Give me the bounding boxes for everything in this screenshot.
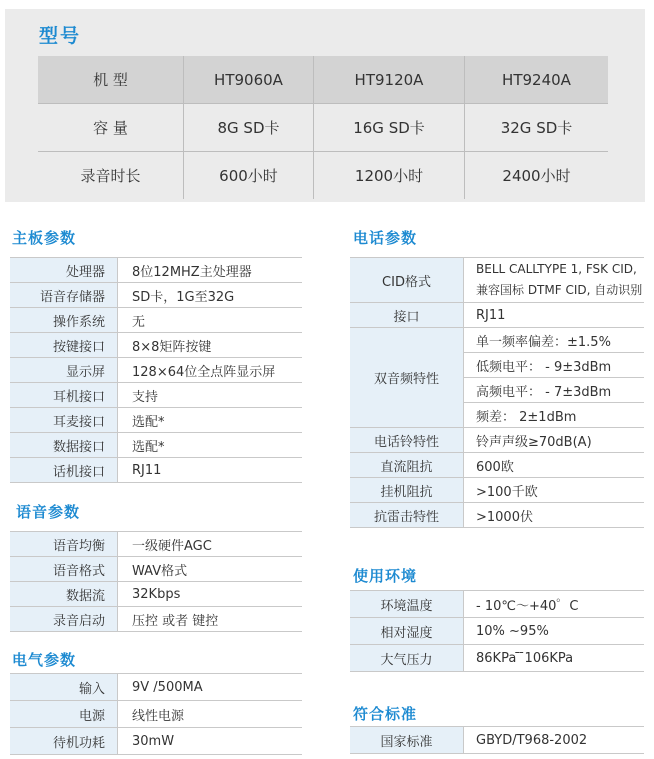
param-key: 抗雷击特性 bbox=[350, 503, 464, 528]
param-key: 双音频特性 bbox=[350, 328, 464, 428]
param-value: 32Kbps bbox=[118, 582, 303, 607]
param-key: 环境温度 bbox=[350, 591, 464, 618]
table-row bbox=[10, 433, 302, 458]
table-row bbox=[350, 303, 644, 328]
param-key: 输入 bbox=[10, 674, 118, 701]
param-value: GBYD/T968-2002 bbox=[464, 727, 645, 754]
param-key: 耳麦接口 bbox=[10, 408, 118, 433]
env-table bbox=[350, 590, 644, 672]
param-value: 选配* bbox=[118, 408, 303, 433]
param-value: 高频电平： - 7±3dBm bbox=[464, 378, 645, 403]
mainboard-title: 主板参数 bbox=[12, 229, 77, 247]
phone-table bbox=[350, 257, 644, 528]
param-value: 10% ~95% bbox=[464, 618, 645, 645]
voice-title: 语音参数 bbox=[16, 503, 81, 521]
param-value: >1000伏 bbox=[464, 503, 645, 528]
model-cell: 1200小时 bbox=[314, 152, 465, 200]
table-row bbox=[10, 674, 302, 701]
cid-line: BELL CALLTYPE 1, FSK CID, bbox=[476, 262, 637, 276]
table-row bbox=[350, 258, 644, 303]
model-header-cell: HT9240A bbox=[465, 56, 609, 104]
param-value: >100千欧 bbox=[464, 478, 645, 503]
table-row bbox=[10, 458, 302, 483]
param-key: 数据接口 bbox=[10, 433, 118, 458]
model-cell: 600小时 bbox=[184, 152, 314, 200]
param-key: 操作系统 bbox=[10, 308, 118, 333]
table-row bbox=[10, 258, 302, 283]
env-title: 使用环境 bbox=[353, 567, 418, 585]
model-cell: 16G SD卡 bbox=[314, 104, 465, 152]
param-key: 语音格式 bbox=[10, 557, 118, 582]
param-key: 显示屏 bbox=[10, 358, 118, 383]
table-row bbox=[350, 727, 644, 754]
table-row bbox=[10, 607, 302, 632]
standard-title: 符合标准 bbox=[353, 705, 418, 723]
param-value: 600欧 bbox=[464, 453, 645, 478]
param-value: SD卡，1G至32G bbox=[118, 283, 303, 308]
table-row bbox=[10, 283, 302, 308]
model-cell: 容 量 bbox=[38, 104, 184, 152]
model-header-cell: 机 型 bbox=[38, 56, 184, 104]
param-key: 电话铃特性 bbox=[350, 428, 464, 453]
table-row bbox=[10, 383, 302, 408]
model-header-cell: HT9120A bbox=[314, 56, 465, 104]
model-row bbox=[38, 104, 608, 152]
param-value: 86KPa ̄ ̄106KPa bbox=[464, 645, 645, 672]
param-key: 按键接口 bbox=[10, 333, 118, 358]
table-row bbox=[350, 328, 644, 353]
table-row bbox=[350, 453, 644, 478]
param-key: 处理器 bbox=[10, 258, 118, 283]
table-row bbox=[350, 645, 644, 672]
electric-title: 电气参数 bbox=[12, 651, 77, 669]
param-key: 语音存储器 bbox=[10, 283, 118, 308]
param-value: 压控 或者 键控 bbox=[118, 607, 303, 632]
table-row bbox=[10, 582, 302, 607]
model-cell: 32G SD卡 bbox=[465, 104, 609, 152]
param-value: 铃声声级≥70dB(A) bbox=[464, 428, 645, 453]
param-value: 选配* bbox=[118, 433, 303, 458]
param-key: 数据流 bbox=[10, 582, 118, 607]
table-row bbox=[10, 701, 302, 728]
mainboard-table bbox=[10, 257, 302, 483]
param-key: 直流阻抗 bbox=[350, 453, 464, 478]
table-row bbox=[10, 557, 302, 582]
phone-title: 电话参数 bbox=[353, 229, 418, 247]
param-value: 128×64位全点阵显示屏 bbox=[118, 358, 303, 383]
param-value: 无 bbox=[118, 308, 303, 333]
cid-line: 兼容国标 DTMF CID, 自动识别 bbox=[476, 283, 643, 297]
table-row bbox=[10, 358, 302, 383]
param-key: 相对湿度 bbox=[350, 618, 464, 645]
param-key: 电源 bbox=[10, 701, 118, 728]
param-key: 待机功耗 bbox=[10, 728, 118, 755]
param-key: 国家标准 bbox=[350, 727, 464, 754]
electric-table bbox=[10, 673, 302, 755]
param-value: 单一频率偏差：±1.5% bbox=[464, 328, 645, 353]
table-row bbox=[350, 591, 644, 618]
param-key: 接口 bbox=[350, 303, 464, 328]
param-value: 8×8矩阵按键 bbox=[118, 333, 303, 358]
param-value: 支持 bbox=[118, 383, 303, 408]
standard-table bbox=[350, 726, 644, 754]
param-value: 8位12MHZ主处理器 bbox=[118, 258, 303, 283]
table-row bbox=[350, 618, 644, 645]
table-row bbox=[10, 308, 302, 333]
table-row bbox=[10, 532, 302, 557]
table-row bbox=[350, 478, 644, 503]
param-value: RJ11 bbox=[118, 458, 303, 483]
param-value: - 10℃～+40゜C bbox=[464, 591, 645, 618]
param-value: 低频电平： - 9±3dBm bbox=[464, 353, 645, 378]
param-value: 9V /500MA bbox=[118, 674, 303, 701]
param-value bbox=[464, 258, 645, 303]
model-cell: 2400小时 bbox=[465, 152, 609, 200]
table-row bbox=[10, 408, 302, 433]
param-key: 大气压力 bbox=[350, 645, 464, 672]
voice-table bbox=[10, 531, 302, 632]
param-key: 耳机接口 bbox=[10, 383, 118, 408]
param-value: 频差： 2±1dBm bbox=[464, 403, 645, 428]
model-header-cell: HT9060A bbox=[184, 56, 314, 104]
param-key: 录音启动 bbox=[10, 607, 118, 632]
model-cell: 录音时长 bbox=[38, 152, 184, 200]
model-section bbox=[5, 9, 645, 202]
model-title: 型号 bbox=[39, 25, 82, 47]
model-row bbox=[38, 152, 608, 200]
param-key: 挂机阻抗 bbox=[350, 478, 464, 503]
param-key: 语音均衡 bbox=[10, 532, 118, 557]
param-value: 线性电源 bbox=[118, 701, 303, 728]
param-value: RJ11 bbox=[464, 303, 645, 328]
model-header-row bbox=[38, 56, 608, 104]
model-table bbox=[38, 56, 608, 199]
param-key: CID格式 bbox=[350, 258, 464, 303]
param-value: 30mW bbox=[118, 728, 303, 755]
param-key: 话机接口 bbox=[10, 458, 118, 483]
table-row bbox=[10, 728, 302, 755]
param-value: WAV格式 bbox=[118, 557, 303, 582]
table-row bbox=[350, 428, 644, 453]
table-row bbox=[350, 503, 644, 528]
param-value: 一级硬件AGC bbox=[118, 532, 303, 557]
model-cell: 8G SD卡 bbox=[184, 104, 314, 152]
table-row bbox=[10, 333, 302, 358]
